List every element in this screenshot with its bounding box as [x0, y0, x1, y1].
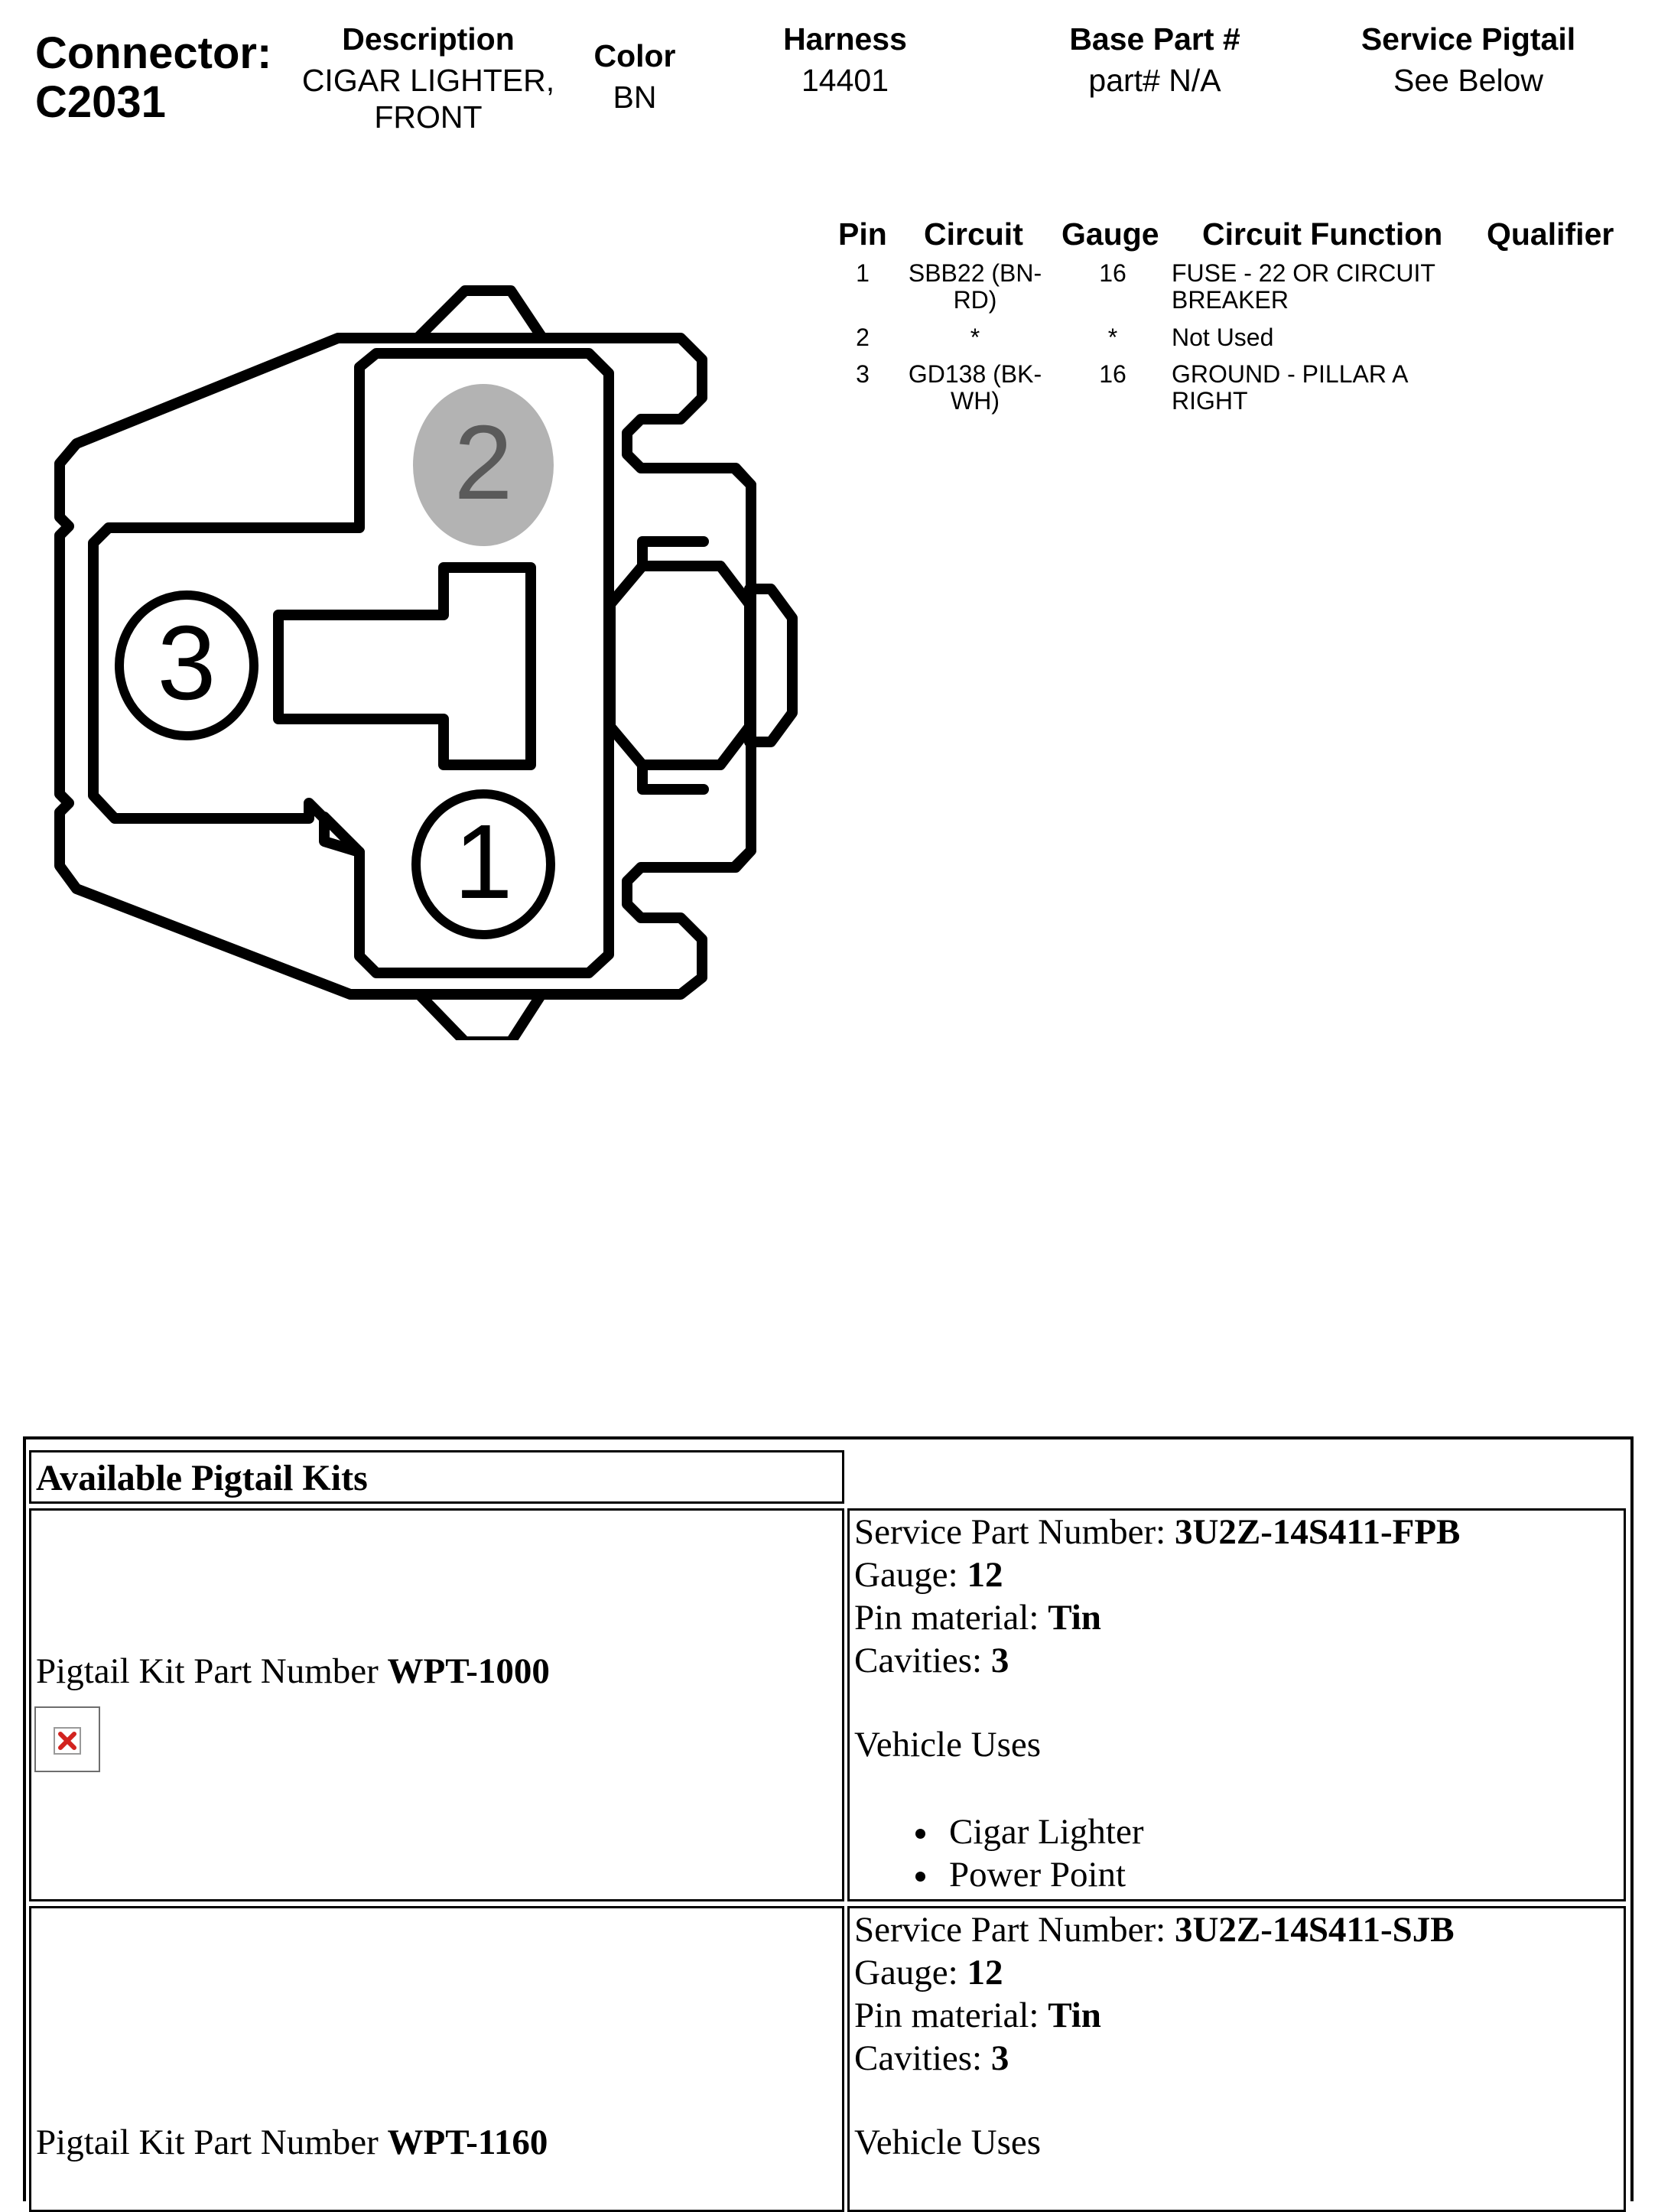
circuit-cell-line1: SBB22 (BN-: [908, 259, 1042, 287]
pin-col-header: Pin: [838, 216, 887, 252]
pin-material-value: Tin: [1048, 1996, 1101, 2035]
cavities-value: 3: [990, 2038, 1009, 2078]
function-cell-line2: BREAKER: [1172, 286, 1289, 314]
right-latch-body: [610, 566, 749, 765]
vehicle-uses-label: Vehicle Uses: [854, 1725, 1042, 1765]
kit-right-cell: [847, 1906, 1626, 2212]
color-column: [574, 38, 696, 115]
vehicle-uses-label: Vehicle Uses: [854, 2123, 1042, 2162]
gauge-value: 12: [967, 1953, 1003, 1992]
description-label: Description: [342, 21, 515, 57]
description-value-line2: FRONT: [374, 99, 483, 135]
color-label: Color: [593, 38, 676, 73]
service-pigtail-label: Service Pigtail: [1361, 21, 1576, 57]
kit-part-number-prefix: Pigtail Kit Part Number: [36, 1651, 388, 1691]
service-pigtail-column: [1331, 21, 1606, 99]
circuit-cell: *: [970, 324, 980, 351]
circuit-cell-line2: WH): [951, 387, 1000, 415]
gauge-cell: 16: [1099, 360, 1126, 388]
gauge-col-header: Gauge: [1061, 216, 1159, 252]
pin-material-value: Tin: [1048, 1598, 1101, 1638]
cavities-line: [854, 2037, 1455, 2080]
base-part-column: [1025, 21, 1285, 99]
function-cell: [1172, 260, 1478, 314]
spn-label: Service Part Number:: [854, 1910, 1175, 1950]
pin-number-label: 3: [157, 604, 216, 722]
vehicle-use-item: Cigar Lighter: [854, 1810, 1460, 1853]
cavities-value: 3: [990, 1641, 1009, 1680]
function-cell-line2: RIGHT: [1172, 387, 1248, 415]
function-cell: [1172, 361, 1478, 415]
circuit-col-header: Circuit: [924, 216, 1023, 252]
service-part-number-line: [854, 1511, 1460, 1553]
kit-part-number: [36, 1650, 550, 1693]
pin-material-label: Pin material:: [854, 1996, 1048, 2035]
service-part-number-line: [854, 1908, 1455, 1951]
vehicle-uses-list: [854, 1810, 1460, 1896]
vehicle-use-item: Power Point: [854, 1853, 1460, 1896]
circuit-cell-line1: GD138 (BK-: [908, 360, 1042, 388]
function-cell-line1: FUSE - 22 OR CIRCUIT: [1172, 259, 1435, 287]
circuit-cell: [895, 361, 1055, 415]
kit-part-number: [36, 2121, 548, 2164]
kit-details: [854, 1908, 1455, 2164]
pin-cavities: [119, 384, 554, 935]
function-cell: Not Used: [1172, 324, 1274, 351]
gauge-label: Gauge:: [854, 1953, 967, 1992]
kit-details: [854, 1511, 1460, 1896]
harness-label: Harness: [783, 21, 907, 57]
kit-part-number-prefix: Pigtail Kit Part Number: [36, 2123, 388, 2162]
base-part-value: part# N/A: [1088, 63, 1221, 98]
connector-id: C2031: [35, 77, 166, 127]
kit-left-cell: [29, 1906, 844, 2212]
connector-label: Connector:: [35, 28, 272, 78]
pigtail-heading: Available Pigtail Kits: [36, 1458, 368, 1498]
pin-cell: 2: [856, 324, 870, 351]
pin-number-label: 2: [454, 404, 513, 522]
circuit-cell: [895, 260, 1055, 314]
kit-part-number-value[interactable]: WPT-1160: [387, 2123, 548, 2162]
gauge-cell: *: [1107, 324, 1118, 351]
top-latch-tab: [419, 291, 541, 337]
connector-header: [35, 29, 271, 127]
pigtail-heading-cell: [29, 1450, 844, 1504]
description-column: [291, 21, 566, 135]
circuit-function-col-header: Circuit Function: [1202, 216, 1443, 252]
kit-right-cell: [847, 1508, 1626, 1901]
pin-cell: 1: [856, 259, 870, 287]
cavities-label: Cavities:: [854, 2038, 991, 2078]
gauge-cell: 16: [1099, 259, 1126, 287]
cavities-label: Cavities:: [854, 1641, 991, 1680]
gauge-line: [854, 1553, 1460, 1596]
kit-part-number-value[interactable]: WPT-1000: [387, 1651, 550, 1691]
broken-image-icon-glyph: [36, 1708, 99, 1771]
spn-value: 3U2Z-14S411-SJB: [1174, 1910, 1455, 1950]
service-pigtail-value: See Below: [1393, 63, 1543, 98]
pin-cell: 3: [856, 360, 870, 388]
gauge-label: Gauge:: [854, 1555, 967, 1595]
pin-number-label: 1: [454, 803, 513, 921]
center-key: [278, 568, 531, 765]
cavities-line: [854, 1639, 1460, 1682]
gauge-value: 12: [967, 1555, 1003, 1595]
qualifier-col-header: Qualifier: [1487, 216, 1614, 252]
kit-left-cell: [29, 1508, 844, 1901]
harness-column: [749, 21, 941, 99]
pin-material-line: [854, 1596, 1460, 1639]
color-value: BN: [613, 80, 657, 115]
pin-material-label: Pin material:: [854, 1598, 1048, 1638]
bottom-latch-tab: [419, 994, 541, 1040]
spn-value: 3U2Z-14S411-FPB: [1174, 1512, 1461, 1552]
broken-image-icon: [34, 1706, 100, 1772]
spn-label: Service Part Number:: [854, 1512, 1175, 1552]
base-part-label: Base Part #: [1069, 21, 1240, 57]
function-cell-line1: GROUND - PILLAR A: [1172, 360, 1409, 388]
pin-material-line: [854, 1994, 1455, 2037]
circuit-cell-line2: RD): [953, 286, 997, 314]
description-value-line1: CIGAR LIGHTER,: [301, 63, 555, 98]
right-latch-lever: [704, 468, 751, 867]
connector-face-diagram: [46, 275, 811, 1040]
gauge-line: [854, 1951, 1455, 1994]
harness-value: 14401: [801, 63, 889, 98]
